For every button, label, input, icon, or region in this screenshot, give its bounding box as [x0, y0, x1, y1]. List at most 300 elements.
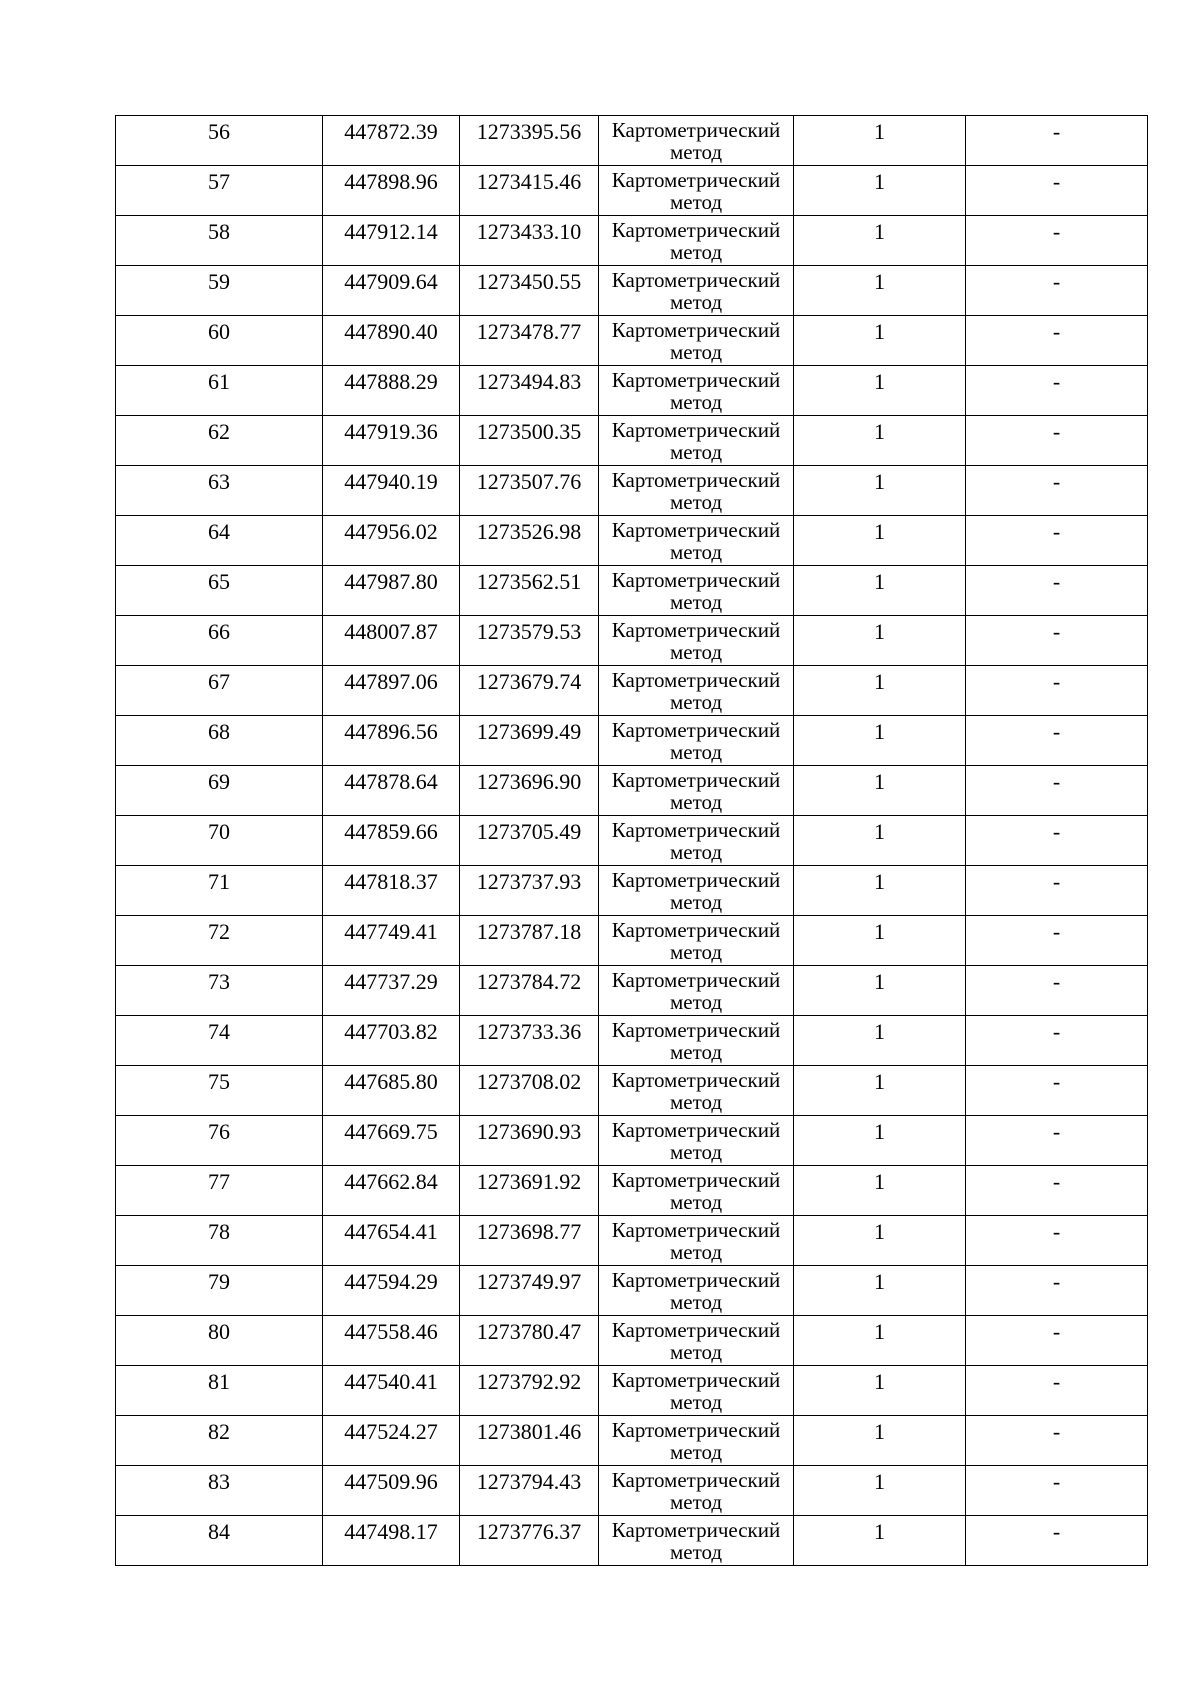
y-coordinate-cell-text: 1273787.18: [476, 919, 582, 944]
method-text-line1: Картометрический: [611, 1068, 781, 1092]
note-cell-text: -: [1052, 1169, 1061, 1194]
x-coordinate-cell-text: 447912.14: [344, 219, 438, 244]
point-number-cell-text: 59: [208, 269, 230, 294]
accuracy-cell-text: 1: [874, 969, 885, 994]
x-coordinate-cell: [323, 866, 460, 916]
x-coordinate-cell-text: 447909.64: [344, 269, 438, 294]
method-text-line2: метод: [669, 540, 723, 564]
accuracy-cell-text: 1: [874, 769, 885, 794]
method-text-line1: Картометрический: [611, 1418, 781, 1442]
table-row: [116, 1366, 1148, 1416]
table-row: [116, 1166, 1148, 1216]
point-number-cell: [116, 966, 323, 1016]
accuracy-cell: [794, 1416, 966, 1466]
y-coordinate-cell: [460, 716, 599, 766]
note-cell: [966, 1516, 1148, 1566]
accuracy-cell-text: 1: [874, 1069, 885, 1094]
y-coordinate-cell-text: 1273749.97: [476, 1269, 582, 1294]
table-row: [116, 1466, 1148, 1516]
method-cell: [599, 116, 794, 166]
method-cell: [599, 666, 794, 716]
y-coordinate-cell-text: 1273433.10: [476, 219, 582, 244]
y-coordinate-cell: [460, 516, 599, 566]
x-coordinate-cell-text: 447897.06: [344, 669, 438, 694]
table-row: [116, 666, 1148, 716]
y-coordinate-cell: [460, 366, 599, 416]
point-number-cell: [116, 916, 323, 966]
x-coordinate-cell: [323, 266, 460, 316]
point-number-cell: [116, 266, 323, 316]
method-text-line1: Картометрический: [611, 618, 781, 642]
table-row: [116, 1316, 1148, 1366]
x-coordinate-cell-text: 447669.75: [344, 1119, 438, 1144]
point-number-cell: [116, 366, 323, 416]
note-cell-text: -: [1052, 1419, 1061, 1444]
method-cell: [599, 1216, 794, 1266]
accuracy-cell: [794, 1266, 966, 1316]
accuracy-cell: [794, 616, 966, 666]
point-number-cell-text: 57: [208, 169, 230, 194]
method-text-line2: метод: [669, 340, 723, 364]
note-cell: [966, 1016, 1148, 1066]
method-text-line2: метод: [669, 1040, 723, 1064]
point-number-cell-text: 70: [208, 819, 230, 844]
method-text-line1: Картометрический: [611, 368, 781, 392]
accuracy-cell-text: 1: [874, 469, 885, 494]
table-row: [116, 916, 1148, 966]
y-coordinate-cell: [460, 416, 599, 466]
x-coordinate-cell: [323, 1216, 460, 1266]
y-coordinate-cell-text: 1273562.51: [476, 569, 582, 594]
x-coordinate-cell: [323, 1466, 460, 1516]
x-coordinate-cell: [323, 766, 460, 816]
note-cell-text: -: [1052, 319, 1061, 344]
x-coordinate-cell-text: 447898.96: [344, 169, 438, 194]
y-coordinate-cell: [460, 1166, 599, 1216]
point-number-cell: [116, 666, 323, 716]
y-coordinate-cell-text: 1273780.47: [476, 1319, 582, 1344]
note-cell: [966, 616, 1148, 666]
method-text-line1: Картометрический: [611, 568, 781, 592]
point-number-cell: [116, 1516, 323, 1566]
y-coordinate-cell-text: 1273698.77: [476, 1219, 582, 1244]
method-text-line2: метод: [669, 1440, 723, 1464]
note-cell: [966, 366, 1148, 416]
method-cell: [599, 1316, 794, 1366]
x-coordinate-cell: [323, 1516, 460, 1566]
method-text-line1: Картометрический: [611, 1318, 781, 1342]
accuracy-cell-text: 1: [874, 869, 885, 894]
method-text-line1: Картометрический: [611, 518, 781, 542]
y-coordinate-cell-text: 1273737.93: [476, 869, 582, 894]
note-cell-text: -: [1052, 1069, 1061, 1094]
point-number-cell: [116, 516, 323, 566]
y-coordinate-cell-text: 1273690.93: [476, 1119, 582, 1144]
point-number-cell: [116, 1166, 323, 1216]
note-cell-text: -: [1052, 919, 1061, 944]
method-cell: [599, 1016, 794, 1066]
accuracy-cell-text: 1: [874, 619, 885, 644]
y-coordinate-cell: [460, 166, 599, 216]
point-number-cell: [116, 1216, 323, 1266]
note-cell-text: -: [1052, 769, 1061, 794]
x-coordinate-cell-text: 447896.56: [344, 719, 438, 744]
coordinates-table: [115, 115, 1148, 1566]
accuracy-cell: [794, 916, 966, 966]
y-coordinate-cell: [460, 1016, 599, 1066]
x-coordinate-cell-text: 447540.41: [344, 1369, 438, 1394]
accuracy-cell-text: 1: [874, 1019, 885, 1044]
accuracy-cell: [794, 466, 966, 516]
point-number-cell-text: 64: [208, 519, 230, 544]
table-row: [116, 1066, 1148, 1116]
method-text-line1: Картометрический: [611, 718, 781, 742]
note-cell: [966, 566, 1148, 616]
point-number-cell-text: 80: [208, 1319, 230, 1344]
method-cell: [599, 1116, 794, 1166]
accuracy-cell-text: 1: [874, 119, 885, 144]
method-cell: [599, 966, 794, 1016]
method-cell: [599, 816, 794, 866]
point-number-cell-text: 71: [208, 869, 230, 894]
method-text-line2: метод: [669, 1140, 723, 1164]
x-coordinate-cell: [323, 1016, 460, 1066]
table-row: [116, 366, 1148, 416]
y-coordinate-cell-text: 1273395.56: [476, 119, 582, 144]
note-cell-text: -: [1052, 1019, 1061, 1044]
note-cell: [966, 916, 1148, 966]
method-text-line1: Картометрический: [611, 218, 781, 242]
x-coordinate-cell-text: 447890.40: [344, 319, 438, 344]
x-coordinate-cell: [323, 666, 460, 716]
point-number-cell: [116, 866, 323, 916]
accuracy-cell-text: 1: [874, 419, 885, 444]
point-number-cell-text: 76: [208, 1119, 230, 1144]
x-coordinate-cell: [323, 1066, 460, 1116]
accuracy-cell: [794, 1166, 966, 1216]
x-coordinate-cell-text: 447654.41: [344, 1219, 438, 1244]
x-coordinate-cell-text: 447558.46: [344, 1319, 438, 1344]
x-coordinate-cell: [323, 416, 460, 466]
note-cell: [966, 1216, 1148, 1266]
x-coordinate-cell-text: 447662.84: [344, 1169, 438, 1194]
accuracy-cell: [794, 716, 966, 766]
method-text-line1: Картометрический: [611, 868, 781, 892]
table-row: [116, 1116, 1148, 1166]
x-coordinate-cell: [323, 916, 460, 966]
method-text-line1: Картометрический: [611, 968, 781, 992]
method-text-line1: Картометрический: [611, 1218, 781, 1242]
accuracy-cell-text: 1: [874, 669, 885, 694]
point-number-cell-text: 73: [208, 969, 230, 994]
y-coordinate-cell-text: 1273794.43: [476, 1469, 582, 1494]
x-coordinate-cell-text: 448007.87: [344, 619, 438, 644]
y-coordinate-cell: [460, 816, 599, 866]
note-cell: [966, 1466, 1148, 1516]
table-row: [116, 766, 1148, 816]
accuracy-cell-text: 1: [874, 719, 885, 744]
point-number-cell-text: 77: [208, 1169, 230, 1194]
x-coordinate-cell: [323, 366, 460, 416]
note-cell-text: -: [1052, 119, 1061, 144]
note-cell: [966, 116, 1148, 166]
method-text-line1: Картометрический: [611, 818, 781, 842]
accuracy-cell: [794, 1516, 966, 1566]
table-row: [116, 116, 1148, 166]
x-coordinate-cell: [323, 566, 460, 616]
accuracy-cell: [794, 1116, 966, 1166]
point-number-cell-text: 66: [208, 619, 230, 644]
method-text-line1: Картометрический: [611, 1268, 781, 1292]
method-cell: [599, 1466, 794, 1516]
table-row: [116, 1266, 1148, 1316]
point-number-cell: [116, 616, 323, 666]
method-text-line2: метод: [669, 1290, 723, 1314]
note-cell: [966, 716, 1148, 766]
method-cell: [599, 916, 794, 966]
y-coordinate-cell-text: 1273691.92: [476, 1169, 582, 1194]
note-cell: [966, 866, 1148, 916]
y-coordinate-cell-text: 1273679.74: [476, 669, 582, 694]
table-row: [116, 166, 1148, 216]
method-cell: [599, 366, 794, 416]
x-coordinate-cell-text: 447498.17: [344, 1519, 438, 1544]
y-coordinate-cell-text: 1273699.49: [476, 719, 582, 744]
note-cell: [966, 1066, 1148, 1116]
method-cell: [599, 216, 794, 266]
method-text-line2: метод: [669, 890, 723, 914]
accuracy-cell: [794, 266, 966, 316]
x-coordinate-cell: [323, 1366, 460, 1416]
table-row: [116, 316, 1148, 366]
table-row: [116, 616, 1148, 666]
x-coordinate-cell-text: 447878.64: [344, 769, 438, 794]
note-cell-text: -: [1052, 469, 1061, 494]
y-coordinate-cell: [460, 666, 599, 716]
method-cell: [599, 566, 794, 616]
y-coordinate-cell: [460, 616, 599, 666]
y-coordinate-cell-text: 1273494.83: [476, 369, 582, 394]
y-coordinate-cell: [460, 1366, 599, 1416]
method-text-line2: метод: [669, 190, 723, 214]
accuracy-cell: [794, 316, 966, 366]
y-coordinate-cell: [460, 1216, 599, 1266]
y-coordinate-cell: [460, 316, 599, 366]
method-text-line2: метод: [669, 440, 723, 464]
point-number-cell-text: 72: [208, 919, 230, 944]
point-number-cell: [116, 1016, 323, 1066]
x-coordinate-cell: [323, 166, 460, 216]
accuracy-cell: [794, 366, 966, 416]
x-coordinate-cell: [323, 1116, 460, 1166]
x-coordinate-cell-text: 447594.29: [344, 1269, 438, 1294]
accuracy-cell-text: 1: [874, 1519, 885, 1544]
y-coordinate-cell-text: 1273705.49: [476, 819, 582, 844]
table-row: [116, 1516, 1148, 1566]
y-coordinate-cell: [460, 1116, 599, 1166]
y-coordinate-cell: [460, 866, 599, 916]
point-number-cell-text: 62: [208, 419, 230, 444]
point-number-cell: [116, 1316, 323, 1366]
x-coordinate-cell-text: 447818.37: [344, 869, 438, 894]
method-cell: [599, 516, 794, 566]
note-cell: [966, 1166, 1148, 1216]
coordinates-table-body: [116, 116, 1148, 1566]
x-coordinate-cell: [323, 466, 460, 516]
point-number-cell-text: 69: [208, 769, 230, 794]
method-text-line2: метод: [669, 640, 723, 664]
accuracy-cell: [794, 1016, 966, 1066]
x-coordinate-cell-text: 447859.66: [344, 819, 438, 844]
y-coordinate-cell-text: 1273450.55: [476, 269, 582, 294]
x-coordinate-cell: [323, 816, 460, 866]
method-text-line2: метод: [669, 490, 723, 514]
y-coordinate-cell-text: 1273579.53: [476, 619, 582, 644]
accuracy-cell-text: 1: [874, 519, 885, 544]
method-cell: [599, 466, 794, 516]
point-number-cell: [116, 316, 323, 366]
method-text-line1: Картометрический: [611, 318, 781, 342]
x-coordinate-cell: [323, 516, 460, 566]
accuracy-cell-text: 1: [874, 1419, 885, 1444]
method-text-line2: метод: [669, 840, 723, 864]
note-cell-text: -: [1052, 669, 1061, 694]
y-coordinate-cell-text: 1273415.46: [476, 169, 582, 194]
accuracy-cell-text: 1: [874, 269, 885, 294]
method-text-line2: метод: [669, 290, 723, 314]
method-text-line1: Картометрический: [611, 1468, 781, 1492]
point-number-cell: [116, 766, 323, 816]
accuracy-cell-text: 1: [874, 1319, 885, 1344]
method-cell: [599, 1066, 794, 1116]
method-cell: [599, 1366, 794, 1416]
method-cell: [599, 266, 794, 316]
method-cell: [599, 866, 794, 916]
point-number-cell-text: 58: [208, 219, 230, 244]
method-cell: [599, 616, 794, 666]
method-text-line1: Картометрический: [611, 668, 781, 692]
point-number-cell: [116, 216, 323, 266]
note-cell-text: -: [1052, 219, 1061, 244]
note-cell: [966, 1266, 1148, 1316]
method-cell: [599, 716, 794, 766]
accuracy-cell-text: 1: [874, 1219, 885, 1244]
y-coordinate-cell-text: 1273526.98: [476, 519, 582, 544]
x-coordinate-cell-text: 447509.96: [344, 1469, 438, 1494]
accuracy-cell-text: 1: [874, 1169, 885, 1194]
note-cell-text: -: [1052, 419, 1061, 444]
note-cell: [966, 666, 1148, 716]
x-coordinate-cell-text: 447987.80: [344, 569, 438, 594]
y-coordinate-cell-text: 1273507.76: [476, 469, 582, 494]
method-text-line2: метод: [669, 940, 723, 964]
y-coordinate-cell-text: 1273792.92: [476, 1369, 582, 1394]
accuracy-cell: [794, 116, 966, 166]
note-cell-text: -: [1052, 619, 1061, 644]
point-number-cell-text: 81: [208, 1369, 230, 1394]
note-cell-text: -: [1052, 1269, 1061, 1294]
y-coordinate-cell: [460, 216, 599, 266]
x-coordinate-cell: [323, 216, 460, 266]
x-coordinate-cell: [323, 616, 460, 666]
method-text-line1: Картометрический: [611, 118, 781, 142]
note-cell-text: -: [1052, 819, 1061, 844]
point-number-cell: [116, 1266, 323, 1316]
point-number-cell: [116, 116, 323, 166]
method-cell: [599, 1416, 794, 1466]
note-cell: [966, 1366, 1148, 1416]
method-text-line2: метод: [669, 140, 723, 164]
y-coordinate-cell-text: 1273478.77: [476, 319, 582, 344]
method-text-line2: метод: [669, 1240, 723, 1264]
point-number-cell-text: 56: [208, 119, 230, 144]
note-cell: [966, 1316, 1148, 1366]
method-cell: [599, 1166, 794, 1216]
accuracy-cell-text: 1: [874, 219, 885, 244]
method-text-line1: Картометрический: [611, 1368, 781, 1392]
note-cell: [966, 266, 1148, 316]
accuracy-cell: [794, 166, 966, 216]
note-cell: [966, 816, 1148, 866]
accuracy-cell-text: 1: [874, 1119, 885, 1144]
point-number-cell: [116, 1366, 323, 1416]
note-cell-text: -: [1052, 569, 1061, 594]
y-coordinate-cell: [460, 1516, 599, 1566]
method-text-line2: метод: [669, 1390, 723, 1414]
x-coordinate-cell-text: 447524.27: [344, 1419, 438, 1444]
method-cell: [599, 316, 794, 366]
y-coordinate-cell-text: 1273696.90: [476, 769, 582, 794]
accuracy-cell-text: 1: [874, 569, 885, 594]
accuracy-cell-text: 1: [874, 1369, 885, 1394]
method-text-line2: метод: [669, 990, 723, 1014]
point-number-cell-text: 60: [208, 319, 230, 344]
method-text-line2: метод: [669, 790, 723, 814]
point-number-cell-text: 78: [208, 1219, 230, 1244]
point-number-cell-text: 82: [208, 1419, 230, 1444]
method-cell: [599, 1266, 794, 1316]
table-row: [116, 516, 1148, 566]
table-row: [116, 466, 1148, 516]
note-cell: [966, 466, 1148, 516]
accuracy-cell: [794, 1066, 966, 1116]
note-cell-text: -: [1052, 269, 1061, 294]
method-text-line2: метод: [669, 590, 723, 614]
accuracy-cell: [794, 1366, 966, 1416]
table-row: [116, 1416, 1148, 1466]
accuracy-cell: [794, 1466, 966, 1516]
note-cell-text: -: [1052, 869, 1061, 894]
y-coordinate-cell-text: 1273776.37: [476, 1519, 582, 1544]
note-cell-text: -: [1052, 1219, 1061, 1244]
accuracy-cell: [794, 816, 966, 866]
accuracy-cell-text: 1: [874, 369, 885, 394]
y-coordinate-cell: [460, 766, 599, 816]
note-cell: [966, 416, 1148, 466]
method-cell: [599, 766, 794, 816]
note-cell-text: -: [1052, 1369, 1061, 1394]
x-coordinate-cell-text: 447749.41: [344, 919, 438, 944]
note-cell: [966, 216, 1148, 266]
y-coordinate-cell: [460, 916, 599, 966]
table-row: [116, 1216, 1148, 1266]
accuracy-cell: [794, 516, 966, 566]
x-coordinate-cell: [323, 1166, 460, 1216]
point-number-cell: [116, 1116, 323, 1166]
table-row: [116, 816, 1148, 866]
x-coordinate-cell-text: 447956.02: [344, 519, 438, 544]
y-coordinate-cell: [460, 1316, 599, 1366]
